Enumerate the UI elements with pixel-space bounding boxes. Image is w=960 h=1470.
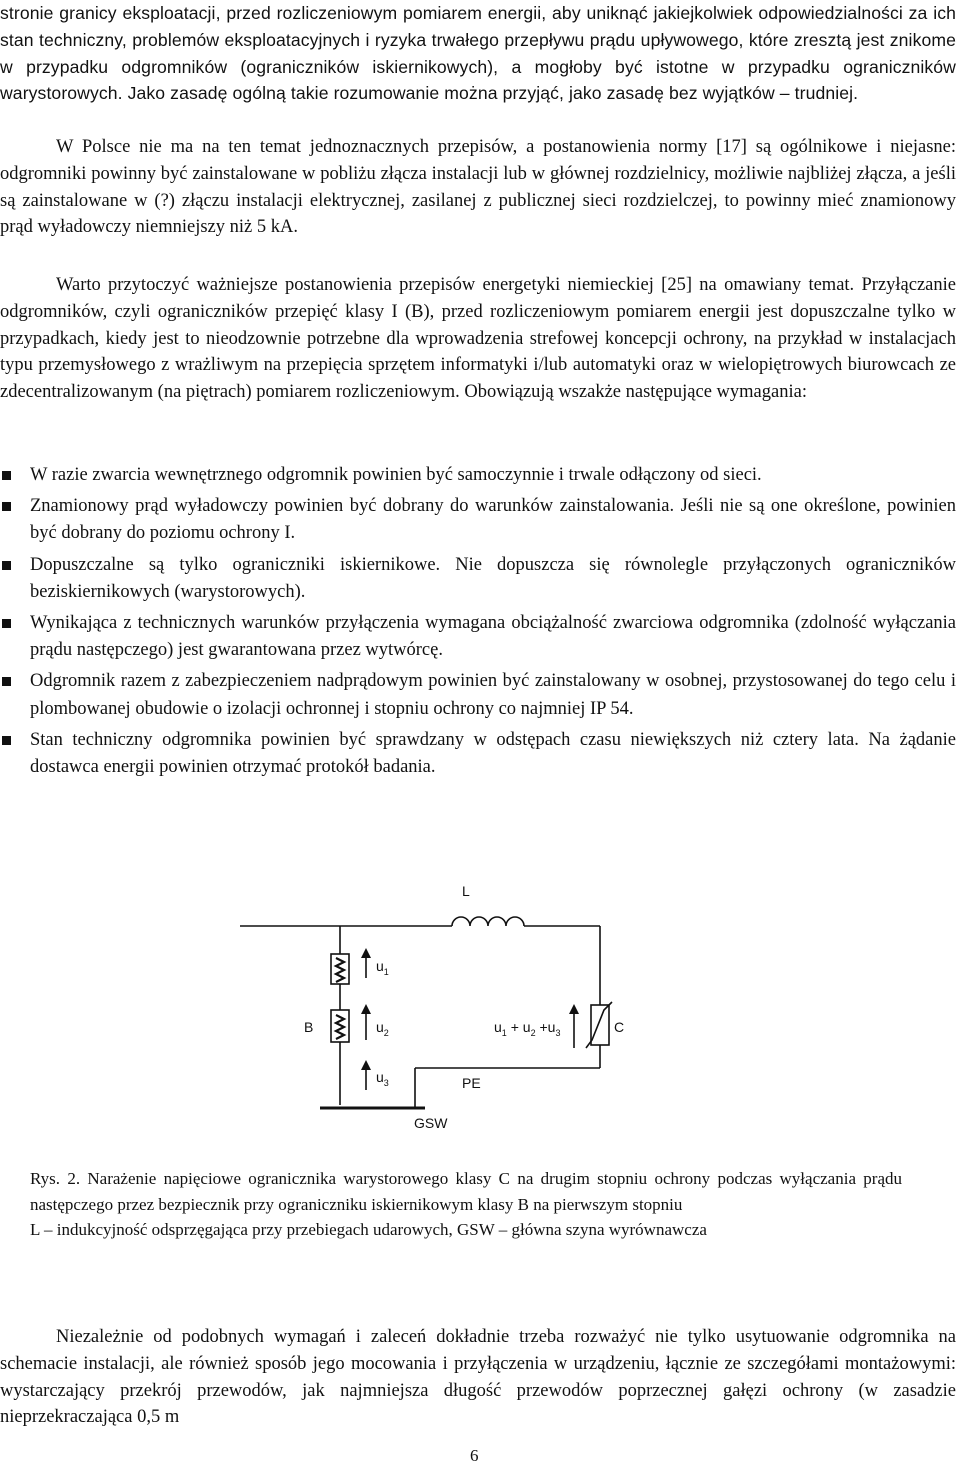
arrowhead-icon bbox=[361, 948, 371, 958]
varistor-diagonal bbox=[586, 1002, 612, 1048]
caption-line-2: L – indukcyjność odsprzęgająca przy przebiegach udarowych, GSW – główna szyna wyrównawcza bbox=[30, 1220, 707, 1240]
arrowhead-icon bbox=[361, 1004, 371, 1014]
caption-line-1: Rys. 2. Narażenie napięciowe ogranicznika warystorowego klasy C na drugim stopniu ochrony podczas wyłączania prądu następczego przez bezpiecznik przy ograniczniku iskiernikowym klasy B na pierwszym stopniu bbox=[30, 1169, 902, 1214]
requirements-list bbox=[0, 462, 956, 785]
label-PE: PE bbox=[462, 1075, 481, 1091]
u-letter: u bbox=[547, 1019, 556, 1035]
requirement-text: Wynikająca z technicznych warunków przyłączenia wymagana obciążalność zwarciowa odgromnika (zdolność wyłączania prądu następczego) jest gwarantowana przez wytwórcę. bbox=[30, 613, 956, 661]
square-bullet-icon bbox=[2, 471, 11, 480]
subscript: 2 bbox=[530, 1028, 536, 1038]
label-GSW: GSW bbox=[414, 1115, 448, 1131]
arrowhead-icon bbox=[569, 1004, 579, 1014]
u-letter: u bbox=[376, 958, 384, 974]
requirement-text: Znamionowy prąd wyładowczy powinien być dobrany do warunków zainstalowania. Jeśli nie są one określone, powinien być dobrany do poziomu ochrony I. bbox=[30, 496, 956, 544]
circuit-diagram bbox=[200, 870, 700, 1150]
square-bullet-icon bbox=[2, 619, 11, 628]
page-number: 6 bbox=[470, 1446, 479, 1465]
requirement-text: Stan techniczny odgromnika powinien być sprawdzany w odstępach czasu niewiększych niż cztery lata. Na żądanie dostawca energii powinien otrzymać protokół badania. bbox=[30, 729, 956, 778]
u-letter: u bbox=[376, 1069, 384, 1085]
u-letter: u bbox=[376, 1019, 384, 1035]
label-C: C bbox=[614, 1019, 625, 1035]
varistor-symbol bbox=[591, 1005, 609, 1045]
square-bullet-icon bbox=[2, 677, 11, 686]
label-B: B bbox=[304, 1019, 314, 1035]
label-u-sum bbox=[494, 1019, 560, 1038]
paragraph-germany: Warto przytoczyć ważniejsze postanowienia przepisów energetyki niemieckiej [25] na omawiany temat. Przyłączanie odgromników, czyli ograniczników przepięć klasy I (B), przed rozliczeniowym pomiarem energii jest dopuszczalne tylko w przypadkach, kiedy jest to nieodzownie potrzebne dla wprowadzenia strefowej koncepcji ochrony, na przykład w instalacjach typu przemysłowego z wrażliwym na przepięcia sprzętem informatyki i/lub automatyki oraz w wielopiętrowych biurowcach ze zdecentralizowanym (na piętrach) pomiarem rozliczeniowym. Obowiązują wszakże następujące wymagania: bbox=[0, 275, 956, 403]
label-L: L bbox=[462, 883, 470, 899]
label-u3 bbox=[376, 1069, 389, 1088]
closing-paragraph: Niezależnie od podobnych wymagań i zaleceń dokładnie trzeba rozważyć nie tylko usytuowanie odgromnika na schemacie instalacji, ale również sposób jego mocowania i przyłączenia w urządzeniu, łącznie ze szczegółami montażowymi: wystarczający przekrój przewodów, jak najmniejsza długość przewodów poprzecznej gałęzi ochrony (w zasadzie nieprzekraczająca 0,5 m bbox=[0, 1327, 956, 1428]
requirement-item bbox=[0, 493, 956, 547]
label-u1 bbox=[376, 958, 389, 977]
subscript: 2 bbox=[383, 1028, 389, 1038]
square-bullet-icon bbox=[2, 736, 11, 745]
u-letter: u bbox=[494, 1019, 502, 1035]
subscript: 3 bbox=[555, 1028, 561, 1038]
subscript: 1 bbox=[501, 1028, 507, 1038]
u-letter: u bbox=[522, 1019, 531, 1035]
arrowhead-icon bbox=[361, 1060, 371, 1070]
figure-caption bbox=[30, 1166, 902, 1243]
requirement-item bbox=[0, 610, 956, 664]
requirement-text: Odgromnik razem z zabezpieczeniem nadprądowym powinien być zainstalowany w osobnej, przystosowanej do tego celu i plombowanej obudowie o izolacji ochronnej i stopniu ochrony co najmniej IP 54. bbox=[30, 671, 956, 719]
label-u2 bbox=[376, 1019, 389, 1038]
paragraph-poland: W Polsce nie ma na ten temat jednoznacznych przepisów, a postanowienia normy [17] są ogólnikowe i niejasne: odgromniki powinny być zainstalowane w pobliżu złącza instalacji lub w głównej rozdzielnicy, możliwie najbliżej złącza, a jeśli są zainstalowane w (?) złączu instalacji elektrycznej, zasilanej z publicznej sieci rozdzielczej, to powinny mieć znamionowy prąd wyładowczy niemniejszy niż 5 kA. bbox=[0, 137, 956, 238]
requirement-item bbox=[0, 727, 956, 781]
requirement-item bbox=[0, 552, 956, 606]
inductor-L-symbol bbox=[452, 917, 524, 926]
requirement-item bbox=[0, 462, 956, 489]
requirement-item bbox=[0, 668, 956, 722]
plus-sign: + bbox=[506, 1019, 523, 1035]
square-bullet-icon bbox=[2, 561, 11, 570]
square-bullet-icon bbox=[2, 502, 11, 511]
requirement-text: W razie zwarcia wewnętrznego odgromnik powinien być samoczynnie i trwale odłączony od sieci. bbox=[30, 465, 762, 485]
intro-paragraph: stronie granicy eksploatacji, przed rozliczeniowym pomiarem energii, aby uniknąć jakiejkolwiek odpowiedzialności za ich stan techniczny, problemów eksploatacyjnych i ryzyka trwałego przepływu prądu upływowego, które zresztą jest znikome w przypadku odgromników (ograniczników iskiernikowych), a mogłoby być istotne w przypadku ograniczników warystorowych. Jako zasadę ogólną takie rozumowanie można przyjąć, jako zasadę bez wyjątków – trudniej. bbox=[0, 3, 956, 104]
plus-sign: + bbox=[535, 1019, 548, 1035]
subscript: 3 bbox=[383, 1078, 389, 1088]
requirement-text: Dopuszczalne są tylko ograniczniki iskiernikowe. Nie dopuszcza się równolegle przyłączonych ograniczników beziskiernikowych (warystorowych). bbox=[30, 554, 956, 602]
subscript: 1 bbox=[383, 967, 389, 977]
